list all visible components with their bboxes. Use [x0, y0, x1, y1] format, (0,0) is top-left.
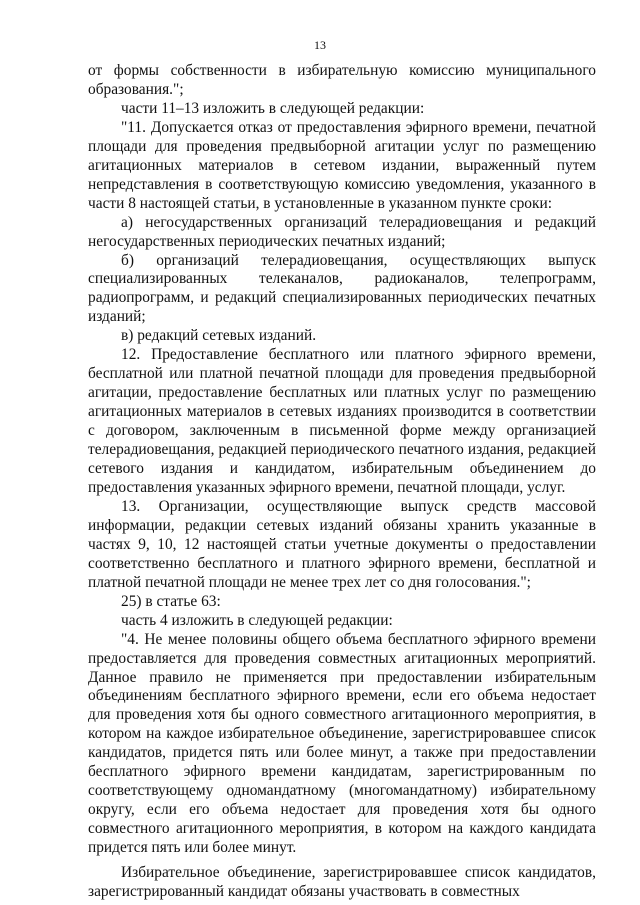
page-number: 13 — [314, 38, 326, 52]
paragraph: Избирательное объединение, зарегистрировавшее список кандидатов, зарегистрированный кандидат обязаны участвовать в совместных — [88, 864, 596, 900]
paragraph: часть 4 изложить в следующей редакции: — [121, 611, 393, 629]
paragraph: 13. Организации, осуществляющие выпуск средств массовой информации, редакции сетевых изданий обязаны хранить указанные в частях 9, 10, 12 настоящей статьи учетные документы о предоставлении соответственно бесплатного и платного эфирного времени, бесплатной и платной печатной площади не менее трех лет со дня голосования."; — [88, 497, 596, 591]
paragraph: части 11–13 изложить в следующей редакции: — [121, 99, 425, 117]
document-body — [88, 62, 596, 902]
paragraph: 12. Предоставление бесплатного или платного эфирного времени, бесплатной или платной печатной площади для проведения предвыборной агитации, предоставление бесплатных или платных услуг по размещению агитационных материалов в сетевых изданиях производится в соответствии с договором, заключенным в письменной форме между организацией телерадиовещания, редакцией периодического печатного издания, редакцией сетевого издания и кандидатом, избирательным объединением до предоставления указанных эфирного времени, печатной площади, услуг. — [88, 346, 596, 496]
paragraph: в) редакций сетевых изданий. — [121, 327, 317, 345]
paragraph: а) негосударственных организаций телерадиовещания и редакций негосударственных периодических печатных изданий; — [88, 213, 596, 250]
paragraph: "11. Допускается отказ от предоставления эфирного времени, печатной площади для проведения предвыборной агитации услуг по размещению агитационных материалов в сетевом издании, выраженный путем непредставления в соответствующую комиссию уведомления, указанного в части 8 настоящей статьи, в установленные в указанном пункте сроки: — [88, 118, 596, 212]
paragraph: б) организаций телерадиовещания, осуществляющих выпуск специализированных телеканалов, радиоканалов, телепрограмм, радиопрограмм, и редакций специализированных периодических печатных изданий; — [88, 251, 596, 326]
paragraph: 25) в статье 63: — [121, 592, 221, 610]
paragraph: "4. Не менее половины общего объема бесплатного эфирного времени предоставляется для проведения совместных агитационных мероприятий. Данное правило не применяется при предоставлении избирательным объединениям бесплатного эфирного времени, если его объема недостает для проведения хотя бы одного совместного агитационного мероприятия, в котором на каждое избирательное объединение, зарегистрировавшее список кандидатов, придется пять или более минут, а также при предоставлении бесплатного эфирного времени кандидатам, зарегистрированным по соответствующему одномандатному (многомандатному) избирательному округу, если его объема недостает для проведения хотя бы одного совместного агитационного мероприятия, в котором на каждого кандидата придется пять или более минут. — [88, 630, 596, 857]
paragraph: от формы собственности в избирательную комиссию муниципального образования."; — [88, 62, 596, 98]
